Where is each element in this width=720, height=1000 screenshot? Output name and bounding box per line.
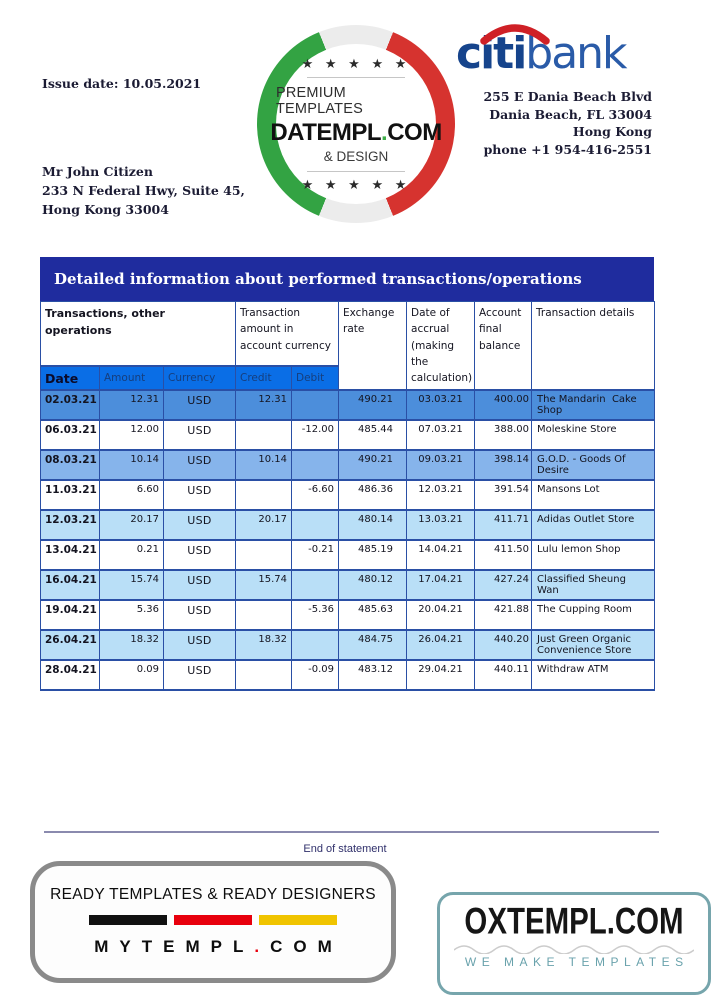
- cell-balance: 391.54: [475, 480, 532, 510]
- bank-address-block: [483, 88, 652, 158]
- cell-details: Classified Sheung Wan: [532, 570, 655, 600]
- cell-details: The Cupping Room: [532, 600, 655, 630]
- cell-details: G.O.D. - Goods Of Desire: [532, 450, 655, 480]
- header-amount-currency-group: Transaction amount in account currency: [236, 302, 339, 367]
- cell-details: Withdraw ATM: [532, 660, 655, 690]
- stars-bottom-icon: ★ ★ ★ ★ ★: [301, 176, 411, 192]
- cell-date: 08.03.21: [41, 450, 100, 480]
- cell-amount: 15.74: [100, 570, 164, 600]
- header-transactions-group: Transactions, other operations: [41, 302, 236, 367]
- cell-date: 06.03.21: [41, 420, 100, 450]
- mytempl-tld: COM: [270, 937, 343, 956]
- oxtempl-subtitle: WE MAKE TEMPLATES: [464, 955, 689, 969]
- brand-tld: COM: [387, 118, 442, 146]
- header-accrual-date: Date of accrual (making the calculation): [407, 302, 475, 391]
- cell-currency: USD: [164, 420, 236, 450]
- end-of-statement-text: End of statement: [303, 843, 387, 855]
- cell-amount: 6.60: [100, 480, 164, 510]
- cell-credit: [236, 660, 292, 690]
- cell-accrual-date: 14.04.21: [407, 540, 475, 570]
- cell-exchange-rate: 490.21: [339, 390, 407, 420]
- table-row: [41, 600, 655, 630]
- cell-credit: [236, 540, 292, 570]
- table-row: [41, 570, 655, 600]
- cell-date: 26.04.21: [41, 630, 100, 660]
- cell-balance: 421.88: [475, 600, 532, 630]
- mytempl-badge: [30, 861, 396, 983]
- cell-details: Lulu lemon Shop: [532, 540, 655, 570]
- cell-currency: USD: [164, 390, 236, 420]
- cell-balance: 411.50: [475, 540, 532, 570]
- oxtempl-badge: [437, 892, 711, 995]
- cell-exchange-rate: 480.14: [339, 510, 407, 540]
- cell-currency: USD: [164, 630, 236, 660]
- cell-date: 19.04.21: [41, 600, 100, 630]
- bank-address-line: 255 E Dania Beach Blvd: [483, 89, 652, 104]
- table-row: [41, 540, 655, 570]
- cell-amount: 10.14: [100, 450, 164, 480]
- issue-date: Issue date: 10.05.2021: [42, 76, 202, 91]
- cell-accrual-date: 07.03.21: [407, 420, 475, 450]
- brand-name: DATEMPL: [270, 118, 382, 146]
- cell-date: 28.04.21: [41, 660, 100, 690]
- statement-title-band: [40, 257, 654, 301]
- cell-debit: [292, 570, 339, 600]
- cell-exchange-rate: 480.12: [339, 570, 407, 600]
- mytempl-dot: .: [254, 937, 271, 956]
- cell-amount: 12.00: [100, 420, 164, 450]
- cell-exchange-rate: 484.75: [339, 630, 407, 660]
- cell-currency: USD: [164, 480, 236, 510]
- cell-amount: 0.21: [100, 540, 164, 570]
- table-row: [41, 510, 655, 540]
- citi-arc-icon: [480, 23, 550, 45]
- mytempl-title: READY TEMPLATES & READY DESIGNERS: [50, 886, 376, 903]
- statement-section: [40, 257, 654, 691]
- client-city: Hong Kong 33004: [42, 202, 169, 217]
- client-street: 233 N Federal Hwy, Suite 45,: [42, 183, 245, 198]
- cell-accrual-date: 20.04.21: [407, 600, 475, 630]
- cell-details: Moleskine Store: [532, 420, 655, 450]
- cell-currency: USD: [164, 600, 236, 630]
- cell-credit: 12.31: [236, 390, 292, 420]
- mytempl-name: MYTEMPL: [94, 937, 255, 956]
- oxtempl-title: OXTEMPL.COM: [464, 900, 684, 942]
- bank-address-line: Dania Beach, FL 33004: [489, 106, 652, 122]
- cell-credit: [236, 600, 292, 630]
- header-exchange-rate: Exchange rate: [339, 302, 407, 391]
- cell-exchange-rate: 485.63: [339, 600, 407, 630]
- cell-amount: 0.09: [100, 660, 164, 690]
- cell-exchange-rate: 490.21: [339, 450, 407, 480]
- cell-balance: 411.71: [475, 510, 532, 540]
- bank-logo-text: bank: [525, 28, 626, 79]
- cell-exchange-rate: 486.36: [339, 480, 407, 510]
- cell-details: The Mandarin Cake Shop: [532, 390, 655, 420]
- subheader-date: Date: [41, 366, 100, 390]
- cell-accrual-date: 12.03.21: [407, 480, 475, 510]
- transactions-table: [40, 301, 655, 691]
- citi-logo-text: citi: [456, 28, 526, 79]
- cell-accrual-date: 17.04.21: [407, 570, 475, 600]
- citibank-logo: [456, 28, 626, 79]
- cell-currency: USD: [164, 450, 236, 480]
- wave-line-icon: [454, 942, 694, 954]
- cell-balance: 427.24: [475, 570, 532, 600]
- client-address-block: [42, 162, 245, 219]
- bar-gold-icon: [259, 915, 337, 925]
- seal-premium-text: PREMIUM TEMPLATES: [276, 84, 363, 117]
- brand-dot: .: [381, 118, 388, 146]
- cell-credit: 20.17: [236, 510, 292, 540]
- footer-divider: [44, 831, 659, 833]
- cell-debit: -12.00: [292, 420, 339, 450]
- header-final-balance: Account final balance: [475, 302, 532, 391]
- transactions-tbody: [41, 390, 655, 690]
- cell-credit: 15.74: [236, 570, 292, 600]
- cell-balance: 388.00: [475, 420, 532, 450]
- table-row: [41, 660, 655, 690]
- header-transaction-details: Transaction details: [532, 302, 655, 391]
- seal-design-text: & DESIGN: [323, 148, 389, 164]
- table-row: [41, 390, 655, 420]
- client-name: Mr John Citizen: [42, 164, 153, 179]
- bank-address-line: Hong Kong: [572, 124, 652, 139]
- cell-currency: USD: [164, 660, 236, 690]
- cell-accrual-date: 13.03.21: [407, 510, 475, 540]
- cell-accrual-date: 26.04.21: [407, 630, 475, 660]
- cell-credit: [236, 480, 292, 510]
- mytempl-domain: [35, 937, 391, 957]
- subheader-credit: Credit: [236, 366, 292, 390]
- bank-phone: phone +1 954-416-2551: [483, 141, 652, 157]
- cell-details: Adidas Outlet Store: [532, 510, 655, 540]
- cell-debit: [292, 510, 339, 540]
- cell-amount: 12.31: [100, 390, 164, 420]
- cell-debit: [292, 450, 339, 480]
- cell-date: 12.03.21: [41, 510, 100, 540]
- cell-debit: -6.60: [292, 480, 339, 510]
- stars-top-icon: ★ ★ ★ ★ ★: [301, 55, 411, 71]
- table-row: [41, 420, 655, 450]
- statement-title: Detailed information about performed transactions/operations: [54, 270, 582, 288]
- cell-debit: [292, 390, 339, 420]
- cell-accrual-date: 03.03.21: [407, 390, 475, 420]
- cell-date: 02.03.21: [41, 390, 100, 420]
- cell-accrual-date: 09.03.21: [407, 450, 475, 480]
- seal-inner-circle: [270, 44, 442, 204]
- subheader-amount: Amount: [100, 366, 164, 390]
- cell-exchange-rate: 485.19: [339, 540, 407, 570]
- cell-currency: USD: [164, 540, 236, 570]
- cell-currency: USD: [164, 570, 236, 600]
- cell-credit: 18.32: [236, 630, 292, 660]
- cell-date: 16.04.21: [41, 570, 100, 600]
- cell-amount: 5.36: [100, 600, 164, 630]
- cell-date: 13.04.21: [41, 540, 100, 570]
- cell-amount: 18.32: [100, 630, 164, 660]
- cell-balance: 398.14: [475, 450, 532, 480]
- subheader-debit: Debit: [292, 366, 339, 390]
- cell-details: Mansons Lot: [532, 480, 655, 510]
- subheader-currency: Currency: [164, 366, 236, 390]
- table-row: [41, 480, 655, 510]
- seal-brand-text: [270, 119, 441, 147]
- table-row: [41, 630, 655, 660]
- bar-red-icon: [174, 915, 252, 925]
- seal-separator: [307, 77, 405, 78]
- cell-debit: -0.09: [292, 660, 339, 690]
- cell-balance: 440.20: [475, 630, 532, 660]
- cell-debit: [292, 630, 339, 660]
- cell-debit: -5.36: [292, 600, 339, 630]
- datempl-seal-badge: [257, 25, 455, 223]
- cell-accrual-date: 29.04.21: [407, 660, 475, 690]
- table-row: [41, 450, 655, 480]
- cell-credit: [236, 420, 292, 450]
- flag-bars-icon: [35, 915, 391, 925]
- bar-black-icon: [89, 915, 167, 925]
- cell-exchange-rate: 485.44: [339, 420, 407, 450]
- cell-debit: -0.21: [292, 540, 339, 570]
- cell-exchange-rate: 483.12: [339, 660, 407, 690]
- cell-details: Just Green Organic Convenience Store: [532, 630, 655, 660]
- cell-balance: 400.00: [475, 390, 532, 420]
- cell-date: 11.03.21: [41, 480, 100, 510]
- cell-balance: 440.11: [475, 660, 532, 690]
- cell-amount: 20.17: [100, 510, 164, 540]
- cell-currency: USD: [164, 510, 236, 540]
- cell-credit: 10.14: [236, 450, 292, 480]
- seal-separator: [307, 171, 405, 172]
